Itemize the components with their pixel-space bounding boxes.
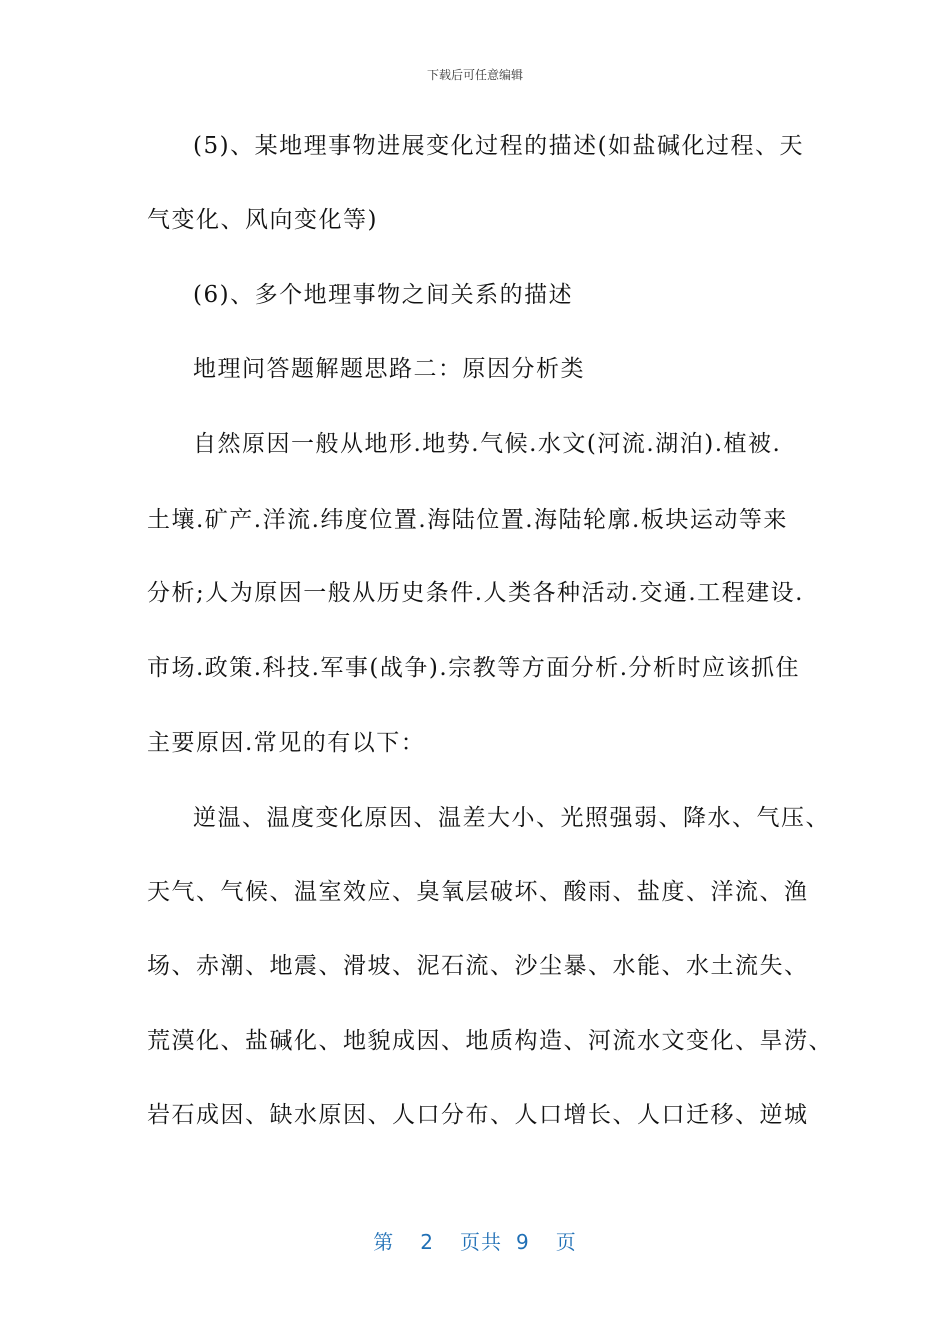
text-line: 气变化、风向变化等)	[147, 207, 378, 233]
text-line: 逆温、温度变化原因、温差大小、光照强弱、降水、气压、	[193, 805, 830, 831]
text-line: 天气、气候、温室效应、臭氧层破坏、酸雨、盐度、洋流、渔	[147, 879, 809, 905]
footer-suffix: 页	[555, 1230, 577, 1254]
footer-total-pages: 9	[516, 1230, 530, 1254]
page-footer	[0, 1226, 950, 1255]
footer-middle: 页共	[460, 1230, 502, 1254]
text-line: 场、赤潮、地震、滑坡、泥石流、沙尘暴、水能、水土流失、	[147, 953, 809, 979]
text-line: (5)、某地理事物进展变化过程的描述(如盐碱化过程、天	[193, 133, 805, 159]
text-line: 自然原因一般从地形.地势.气候.水文(河流.湖泊).植被.	[193, 431, 782, 457]
text-line: 荒漠化、盐碱化、地貌成因、地质构造、河流水文变化、旱涝、	[147, 1028, 833, 1054]
text-line: 岩石成因、缺水原因、人口分布、人口增长、人口迁移、逆城	[147, 1102, 809, 1128]
footer-page-number: 2	[420, 1230, 434, 1254]
text-line: 市场.政策.科技.军事(战争).宗教等方面分析.分析时应该抓住	[147, 655, 801, 681]
text-line: (6)、多个地理事物之间关系的描述	[193, 282, 574, 308]
text-line: 土壤.矿产.洋流.纬度位置.海陆位置.海陆轮廓.板块运动等来	[147, 507, 788, 533]
text-line: 分析;人为原因一般从历史条件.人类各种活动.交通.工程建设.	[147, 580, 804, 606]
page-header: 下载后可任意编辑	[426, 68, 523, 82]
footer-prefix: 第	[373, 1230, 395, 1254]
text-line: 主要原因.常见的有以下：	[147, 730, 426, 756]
section-heading: 地理问答题解题思路二：原因分析类	[193, 356, 585, 382]
